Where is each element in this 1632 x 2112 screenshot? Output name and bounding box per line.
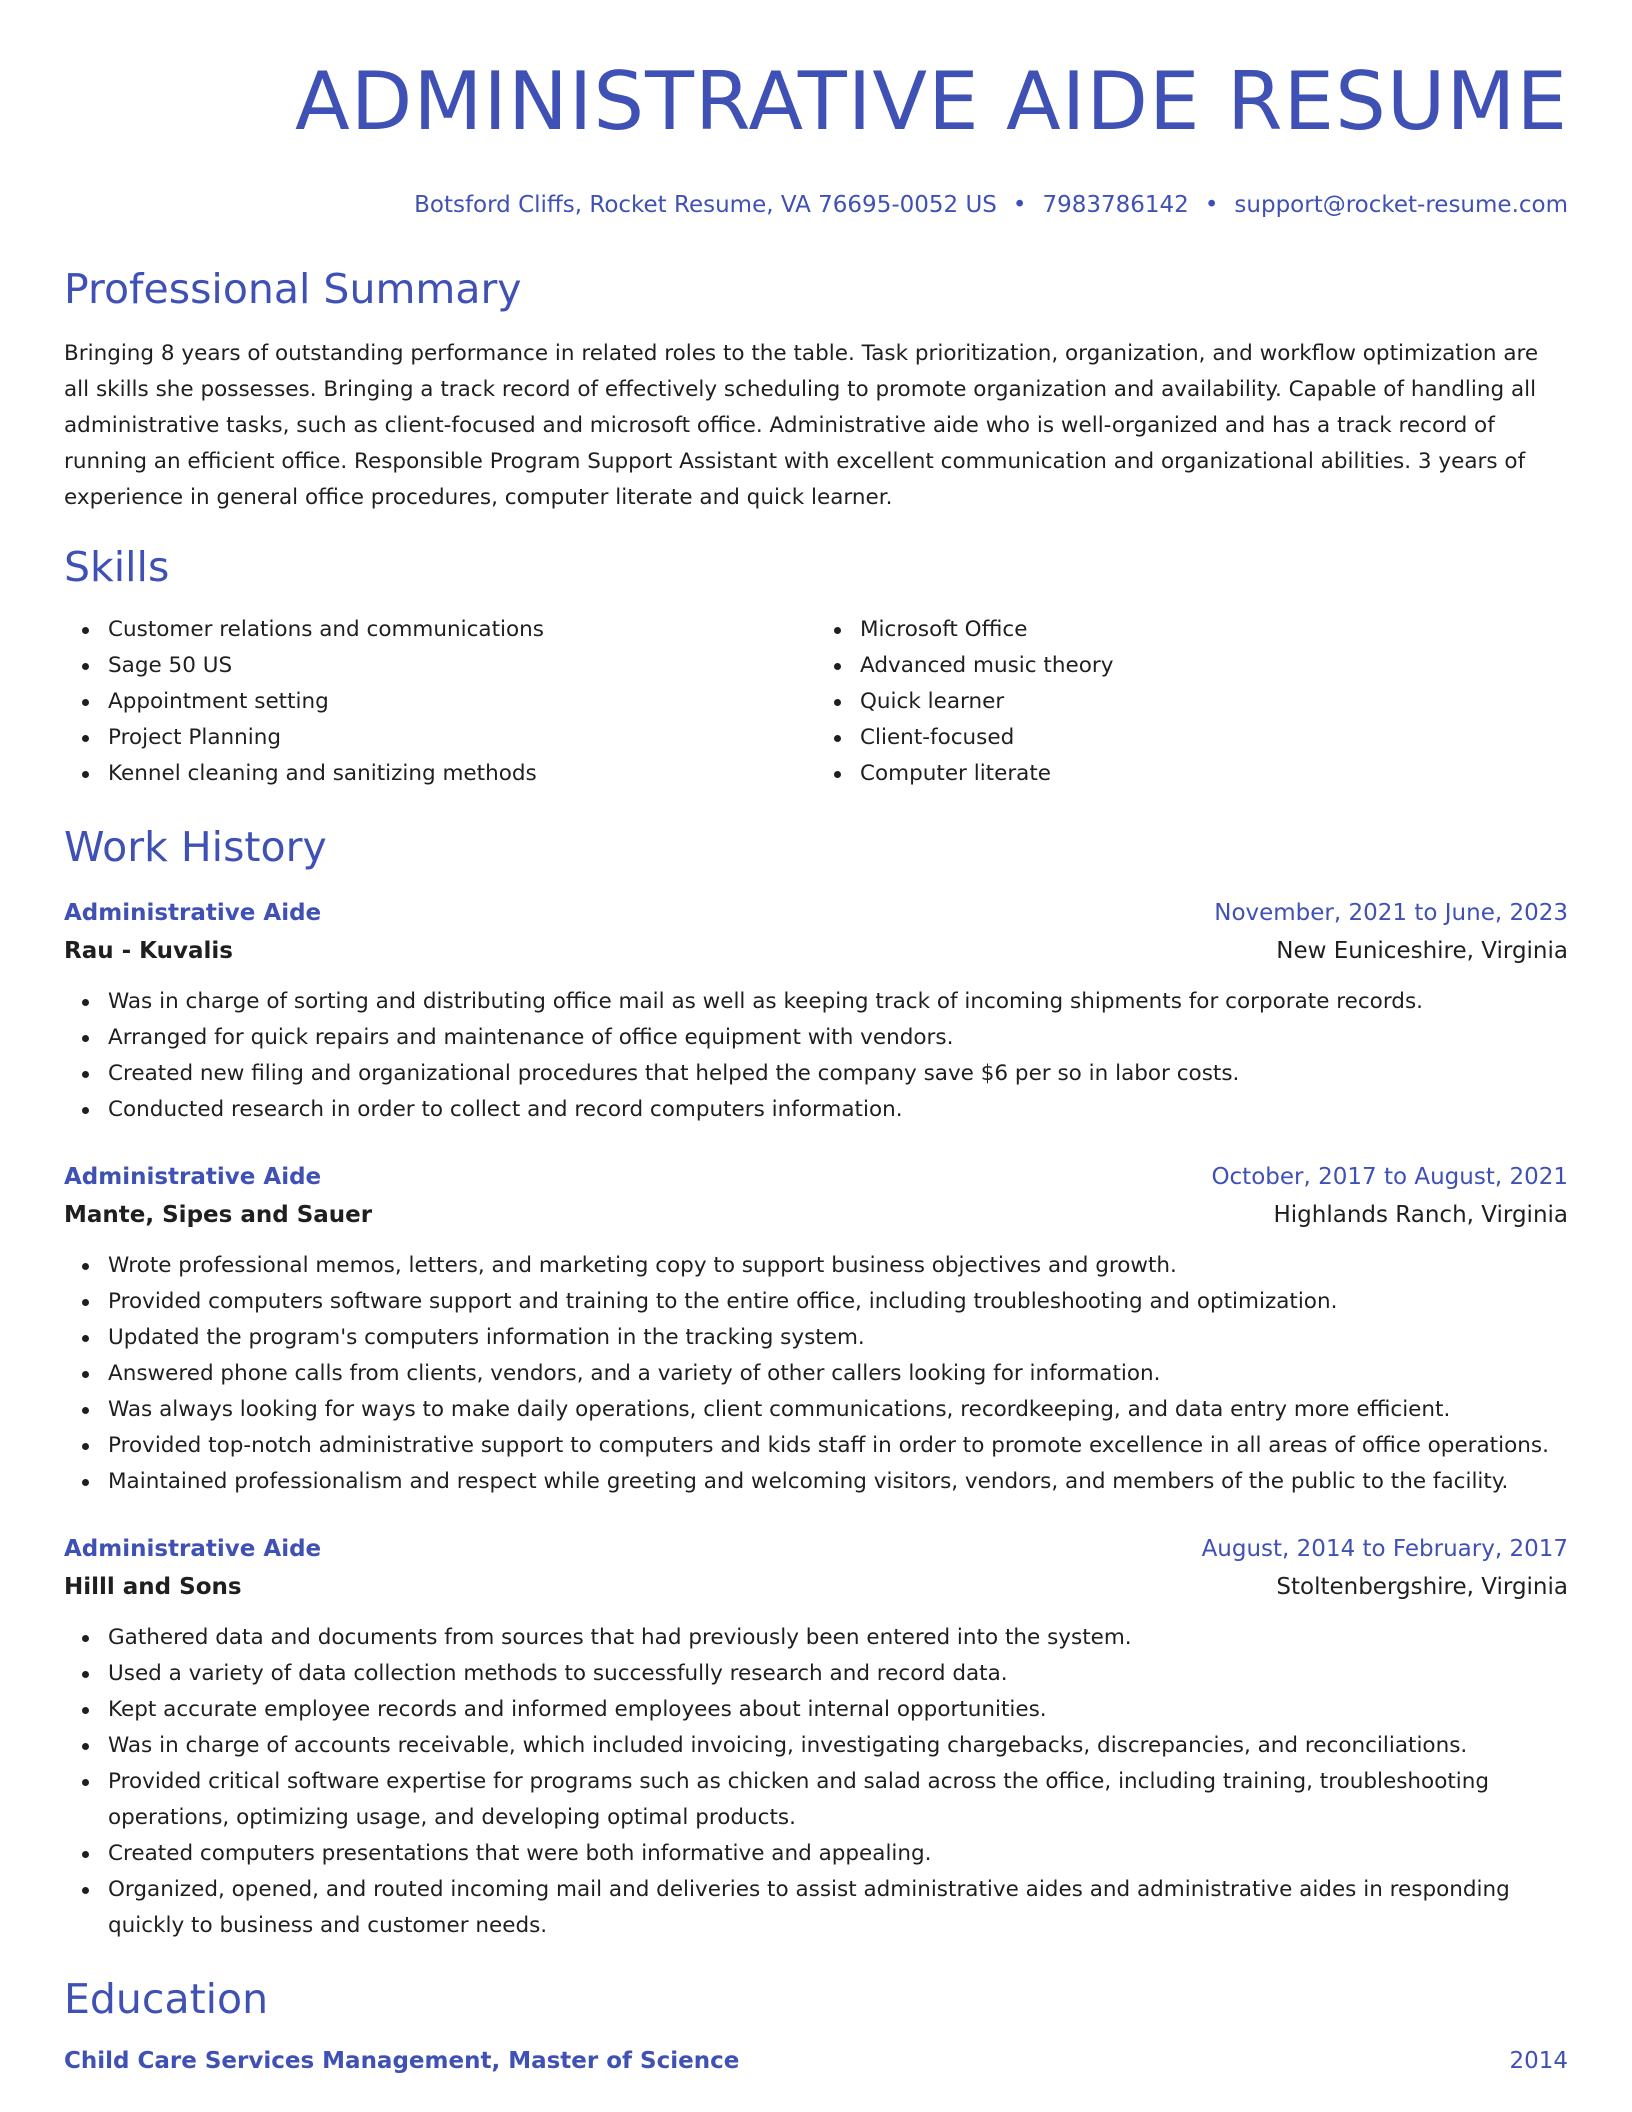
job-header-row xyxy=(64,894,1568,932)
education-heading: Education xyxy=(64,1975,269,2023)
job-bullet: Created new filing and organizational procedures that helped the company save $6 per so in labor costs. xyxy=(108,1056,1568,1092)
job-company-row xyxy=(64,932,1568,970)
job-location: New Euniceshire, Virginia xyxy=(1276,938,1568,964)
job-bullet: Gathered data and documents from sources that had previously been entered into the system. xyxy=(108,1620,1568,1656)
job-dates: November, 2021 to June, 2023 xyxy=(1214,900,1568,926)
job-header-row xyxy=(64,1158,1568,1196)
job-dates: August, 2014 to February, 2017 xyxy=(1201,1536,1568,1562)
skill-item: Computer literate xyxy=(860,756,1568,792)
job-company: Mante, Sipes and Sauer xyxy=(64,1202,373,1228)
skill-item: Kennel cleaning and sanitizing methods xyxy=(108,756,816,792)
job-company: Hilll and Sons xyxy=(64,1574,242,1600)
job-bullet: Conducted research in order to collect and record computers information. xyxy=(108,1092,1568,1128)
job-bullet: Was in charge of accounts receivable, which included invoicing, investigating chargebacks, discrepancies, and reconciliations. xyxy=(108,1728,1568,1764)
job-bullet: Provided top-notch administrative support to computers and kids staff in order to promote excellence in all areas of office operations. xyxy=(108,1428,1568,1464)
job-location: Stoltenbergshire, Virginia xyxy=(1276,1574,1568,1600)
skill-item: Sage 50 US xyxy=(108,648,816,684)
job-bullet: Updated the program's computers information in the tracking system. xyxy=(108,1320,1568,1356)
job-bullet: Answered phone calls from clients, vendors, and a variety of other callers looking for information. xyxy=(108,1356,1568,1392)
job-title: Administrative Aide xyxy=(64,900,322,926)
contact-line xyxy=(64,190,1568,220)
job-bullet: Kept accurate employee records and informed employees about internal opportunities. xyxy=(108,1692,1568,1728)
job-bullet: Was in charge of sorting and distributing office mail as well as keeping track of incoming shipments for corporate records. xyxy=(108,984,1568,1020)
page-title: ADMINISTRATIVE AIDE RESUME xyxy=(295,55,1568,148)
education-degree: Child Care Services Management, Master of Science xyxy=(64,2048,740,2074)
summary-heading: Professional Summary xyxy=(64,265,522,313)
job-bullets xyxy=(64,1248,1568,1500)
job-bullets xyxy=(64,984,1568,1128)
skills-grid xyxy=(64,612,1568,792)
summary-text: Bringing 8 years of outstanding performance in related roles to the table. Task prioritization, organization, and workflow optimization are all skills she possesses. Bringing a track record of effectively scheduling to promote organization and availability. Capable of handling all administrative tasks, such as client-focused and microsoft office. Administrative aide who is well-organized and has a track record of running an efficient office. Responsible Program Support Assistant with excellent communication and organizational abilities. 3 years of experience in general office procedures, computer literate and quick learner. xyxy=(64,341,1539,510)
job-bullet: Provided critical software expertise for programs such as chicken and salad across the office, including training, troubleshooting operations, optimizing usage, and developing optimal products. xyxy=(108,1764,1568,1836)
skill-item: Appointment setting xyxy=(108,684,816,720)
phone-text: 7983786142 xyxy=(1042,192,1189,218)
job-bullet: Provided computers software support and training to the entire office, including troubleshooting and optimization. xyxy=(108,1284,1568,1320)
address-text: Botsford Cliffs, Rocket Resume, VA 76695-0052 US xyxy=(414,192,997,218)
job-dates: October, 2017 to August, 2021 xyxy=(1211,1164,1568,1190)
education-year: 2014 xyxy=(1509,2048,1568,2074)
job-header-row xyxy=(64,1530,1568,1568)
job-bullet: Created computers presentations that were both informative and appealing. xyxy=(108,1836,1568,1872)
job-company-row xyxy=(64,1196,1568,1234)
job-entry xyxy=(64,1158,1568,1500)
education-entry xyxy=(64,2042,1568,2080)
work-history-heading: Work History xyxy=(64,823,327,871)
job-entry xyxy=(64,1530,1568,1944)
job-bullet: Wrote professional memos, letters, and marketing copy to support business objectives and growth. xyxy=(108,1248,1568,1284)
job-company: Rau - Kuvalis xyxy=(64,938,233,964)
job-bullet: Arranged for quick repairs and maintenance of office equipment with vendors. xyxy=(108,1020,1568,1056)
job-company-row xyxy=(64,1568,1568,1606)
skill-item: Quick learner xyxy=(860,684,1568,720)
skill-item: Client-focused xyxy=(860,720,1568,756)
skill-item: Microsoft Office xyxy=(860,612,1568,648)
job-bullet: Was always looking for ways to make daily operations, client communications, recordkeeping, and data entry more efficient. xyxy=(108,1392,1568,1428)
job-title: Administrative Aide xyxy=(64,1536,322,1562)
skill-item: Advanced music theory xyxy=(860,648,1568,684)
skills-heading: Skills xyxy=(64,543,170,591)
job-bullets xyxy=(64,1620,1568,1944)
job-bullet: Maintained professionalism and respect while greeting and welcoming visitors, vendors, and members of the public to the facility. xyxy=(108,1464,1568,1500)
job-bullet: Used a variety of data collection methods to successfully research and record data. xyxy=(108,1656,1568,1692)
separator: • xyxy=(1204,192,1219,218)
job-entry xyxy=(64,894,1568,1128)
skills-list-right xyxy=(816,612,1568,792)
skill-item: Customer relations and communications xyxy=(108,612,816,648)
job-location: Highlands Ranch, Virginia xyxy=(1273,1202,1568,1228)
job-bullet: Organized, opened, and routed incoming mail and deliveries to assist administrative aides and administrative aides in responding quickly to business and customer needs. xyxy=(108,1872,1568,1944)
job-title: Administrative Aide xyxy=(64,1164,322,1190)
email-link[interactable]: support@rocket-resume.com xyxy=(1234,192,1568,218)
skills-list-left xyxy=(64,612,816,792)
separator: • xyxy=(1012,192,1027,218)
skill-item: Project Planning xyxy=(108,720,816,756)
